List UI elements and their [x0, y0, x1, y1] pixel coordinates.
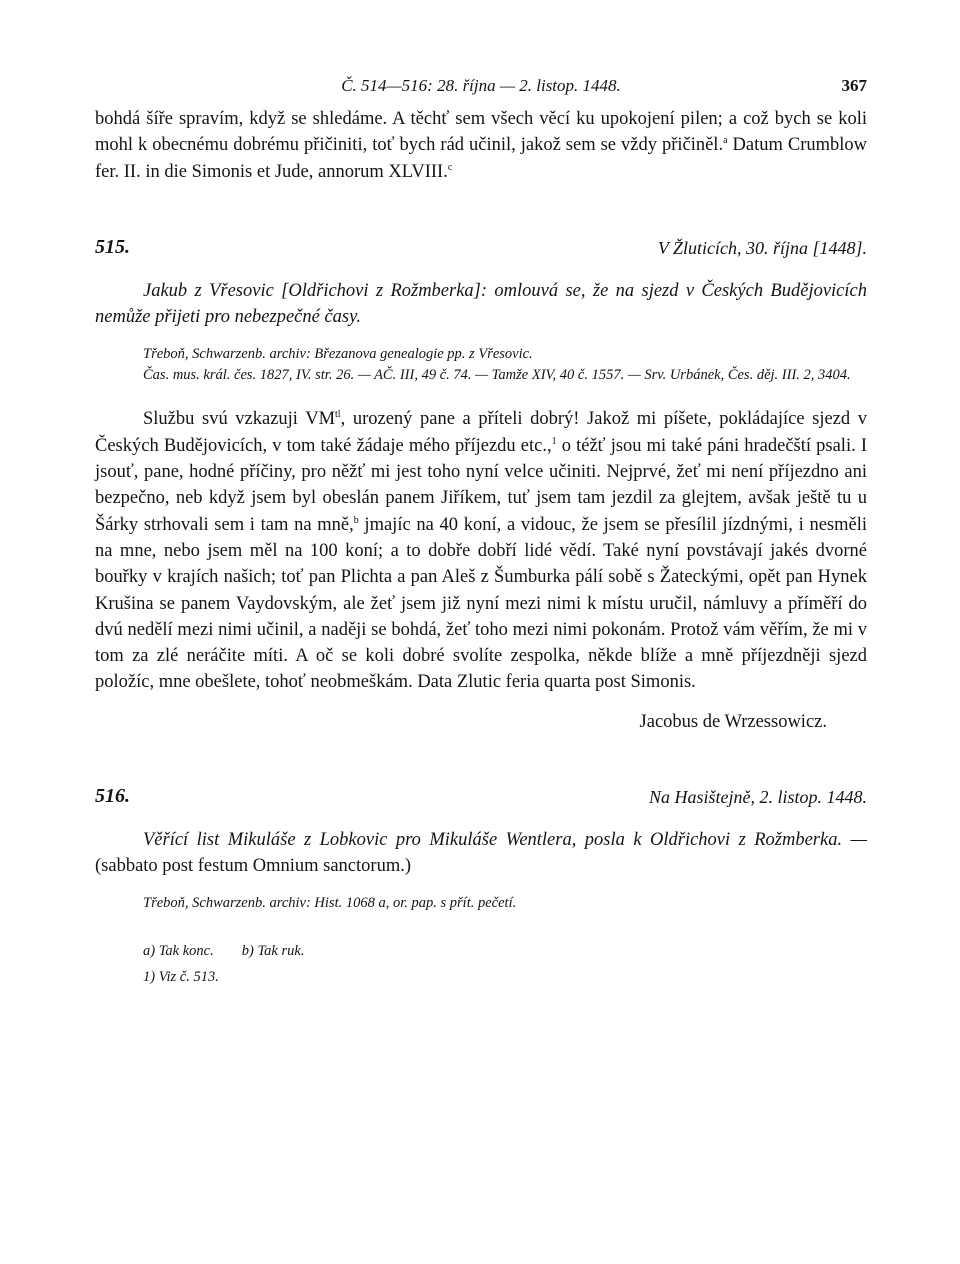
entry-515-letter-text	[95, 406, 867, 695]
entry-516-regest	[95, 827, 867, 880]
entry-515-place-date: V Žluticích, 30. října [1448].	[657, 237, 867, 258]
footnote-mark-a: a	[723, 135, 728, 147]
letter-text-c: o téžť jsou mi také páni hradečští psali. I jsouť, pane, hodné příčiny, pro něžť mi jest toho nyní velce učiniti. Nejprvé, žeť mi není příjezdno ani bezpečno, neb když jsem byl obeslán panem Jiříkem, tuť jsem tam jezdil za glejtem, avšak ještě tu u Šárky strhovali sem i tam na mně,	[95, 435, 867, 535]
entry-515-regest: Jakub z Vřesovic [Oldřichovi z Rožmberka]: omlouvá se, že na sjezd v Českých Budějovicích nemůže přijeti pro nebezpečné časy.	[95, 280, 867, 328]
entry-514-conclusion	[95, 106, 867, 185]
running-head: Č. 514—516: 28. října — 2. listop. 1448.	[341, 76, 621, 95]
entry-516-number: 516.	[95, 784, 130, 807]
letter-text-b: , urozený pane a příteli dobrý! Jakož mi píšete, pokládajíce sjezd v Českých Budějovicích, v tom také žádaje mého příjezdu etc.,	[95, 409, 867, 456]
entry-516-regest-czech: Věřící list Mikuláše z Lobkovic pro Mikuláše Wentlera, posla k Oldřichovi z Rožmberka. —	[143, 829, 867, 850]
footnote-1: 1) Viz č. 513.	[143, 969, 219, 986]
entry-515-number: 515.	[95, 235, 130, 258]
footnote-a: a) Tak konc.	[143, 943, 214, 960]
entry-516-heading	[95, 785, 867, 819]
entry-515-heading	[95, 236, 867, 270]
entry-516-sources	[95, 893, 867, 914]
entry-516-place-date: Na Hasištejně, 2. listop. 1448.	[648, 786, 867, 807]
letter-text-a: Službu svú vzkazuji VM	[143, 409, 336, 430]
entry-516-archive-source: Třeboň, Schwarzenb. archiv: Hist. 1068 a, or. pap. s přít. pečetí.	[143, 895, 517, 912]
footnote-mark-b: b	[353, 514, 359, 526]
footnote-b: b) Tak ruk.	[241, 943, 305, 960]
footnotes-row-letters	[143, 938, 867, 964]
letter-text-d: jmajíc na 40 koní, a vidouc, že jsem se přesílil jízdnými, i nesměli na mne, nebo jsem měl na 100 koní; a to dobře dobří lidé vědí. Také nyní povstávají jakés dvorné bouřky v krajích našich; toť pan Plichta a pan Aleš z Šumburka pálí sobě s Žateckými, opět pan Hynek Krušina se panem Vaydovským, ale žeť jsem již nyní mezi nimi k místu uručil, námluvy a příměří do dvú nedělí mezi nimi učinil, a naději se bohdá, žeť toho mezi nimi pokonám. Protož vám věřím, že mi v tom za zlé neráčite míti. A oč se koli dobré svolíte zespolka, někde blíže a mně příjezdněji sjezd položíc, mne obešlete, tohoť neobmeškám. Data Zlutic feria quarta post Simonis.	[95, 514, 867, 693]
document-page	[95, 72, 867, 990]
entry-515-archive-source: Třeboň, Schwarzenb. archiv: Březanova genealogie pp. z Vřesovic.	[143, 346, 533, 363]
footnote-mark-c: c	[447, 161, 453, 173]
entry-515-signature: Jacobus de Wrzessowicz.	[639, 711, 827, 732]
superscript-tl: tl	[335, 409, 341, 421]
entry-515-sources	[95, 344, 867, 386]
page-number: 367	[841, 76, 867, 95]
page-header	[95, 72, 867, 106]
entry-514-text-part1: bohdá šíře spravím, když se shledáme. A těchť sem všech věcí ku upokojení pilen; a což bych se koli mohl k obecnému dobrému přičiniti, toť bych rád učinil, jakož sem se vždy přičiněl.	[95, 109, 867, 156]
entry-514-text-part2: Datum Crumblow fer. II. in die Simonis et Jude, annorum XLVIII.	[95, 135, 867, 182]
entry-516-regest-latin: (sabbato post festum Omnium sanctorum.)	[95, 856, 411, 877]
footnotes	[95, 938, 867, 990]
footnote-mark-1: 1	[551, 435, 557, 447]
entry-515-literature: Čas. mus. král. čes. 1827, IV. str. 26. — AČ. III, 49 č. 74. — Tamže XIV, 40 č. 1557. — Srv. Urbánek, Čes. děj. III. 2, 3404.	[143, 367, 851, 384]
